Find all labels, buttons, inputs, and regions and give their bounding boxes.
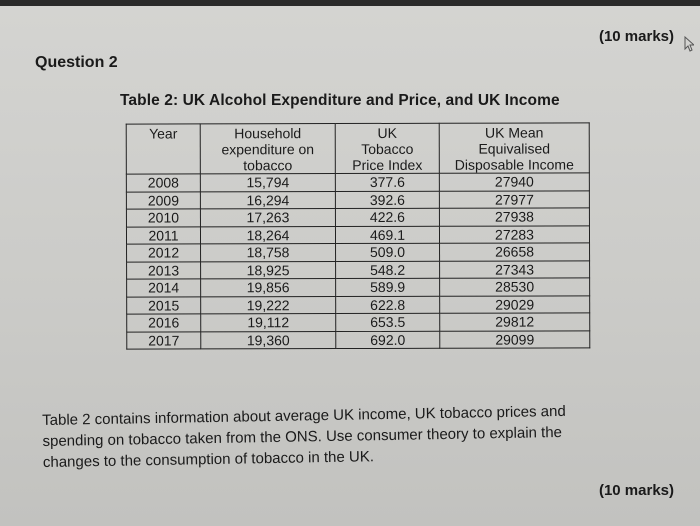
- header-household-expenditure: [200, 124, 335, 174]
- cell-year: 2011: [126, 226, 200, 244]
- cell-income: 26658: [440, 243, 590, 261]
- table-row: [127, 260, 590, 279]
- cell-year: 2017: [127, 331, 201, 349]
- cell-price-index: 392.6: [335, 191, 439, 209]
- cell-price-index: 548.2: [336, 261, 440, 279]
- cell-price-index: 469.1: [335, 226, 439, 244]
- cell-year: 2016: [127, 314, 201, 332]
- cell-income: 27938: [439, 208, 589, 226]
- header-line: Year: [149, 125, 178, 142]
- cell-price-index: 692.0: [336, 331, 440, 349]
- cell-income: 29812: [440, 313, 590, 331]
- cell-year: 2012: [127, 244, 201, 262]
- cell-year: 2010: [126, 209, 200, 227]
- header-line: Price Index: [352, 156, 423, 174]
- header-line: UK Mean: [485, 124, 544, 141]
- header-line: Household: [234, 125, 302, 142]
- mouse-cursor-icon: [684, 36, 694, 52]
- data-table: [126, 122, 591, 349]
- marks-label-top: (10 marks): [598, 28, 674, 45]
- question-text: [42, 399, 663, 473]
- cell-expenditure: 19,222: [201, 296, 336, 314]
- question-text-line: Table 2 contains information about average UK income, UK tobacco prices and: [42, 402, 566, 429]
- cell-income: 27283: [439, 225, 589, 243]
- header-line: Tobacco: [361, 140, 414, 157]
- header-line: Disposable Income: [454, 156, 574, 173]
- question-text-line: spending on tobacco taken from the ONS. Use consumer theory to explain the: [42, 423, 563, 450]
- cell-expenditure: 16,294: [200, 191, 335, 209]
- cell-income: 28530: [440, 278, 590, 296]
- header-line: tobacco: [243, 157, 293, 174]
- table-row: [126, 190, 589, 209]
- cell-expenditure: 19,112: [201, 314, 336, 332]
- question-text-line: changes to the consumption of tobacco in the UK.: [42, 448, 375, 471]
- table-row: [126, 225, 589, 244]
- cell-price-index: 422.6: [335, 208, 439, 226]
- cell-income: 27977: [439, 190, 589, 208]
- cell-price-index: 622.8: [336, 296, 440, 314]
- cell-expenditure: 18,925: [201, 261, 336, 279]
- table-row: [126, 208, 589, 227]
- table-row: [127, 243, 590, 262]
- cell-year: 2013: [127, 261, 201, 279]
- cell-income: 27343: [440, 260, 590, 278]
- table-body: [126, 173, 589, 349]
- table-header-row: [126, 123, 589, 174]
- cell-year: 2014: [127, 279, 201, 297]
- cell-price-index: 377.6: [335, 173, 439, 191]
- cell-expenditure: 15,794: [200, 174, 335, 192]
- table-row: [127, 295, 590, 314]
- cell-price-index: 589.9: [336, 278, 440, 296]
- cell-expenditure: 19,856: [201, 279, 336, 297]
- header-disposable-income: [439, 123, 589, 173]
- header-year: [126, 124, 200, 174]
- cell-year: 2015: [127, 296, 201, 314]
- marks-label-bottom: (10 marks): [598, 482, 674, 499]
- cell-expenditure: 17,263: [200, 209, 335, 227]
- cell-year: 2008: [126, 174, 200, 192]
- cell-income: 29099: [440, 330, 590, 348]
- table-caption: Table 2: UK Alcohol Expenditure and Price, and UK Income: [120, 92, 560, 109]
- document-page: [0, 6, 700, 526]
- cell-expenditure: 18,264: [200, 226, 335, 244]
- table-row: [127, 313, 590, 332]
- header-price-index: [335, 123, 439, 173]
- cell-year: 2009: [126, 191, 200, 209]
- cell-price-index: 653.5: [336, 313, 440, 331]
- cell-expenditure: 19,360: [201, 331, 336, 349]
- cell-income: 27940: [439, 173, 589, 191]
- question-title: Question 2: [35, 54, 118, 71]
- header-line: Equivalised: [478, 140, 551, 157]
- table-row: [126, 173, 589, 192]
- cell-income: 29029: [440, 295, 590, 313]
- table-row: [127, 278, 590, 297]
- header-line: UK: [377, 124, 397, 141]
- table-row: [127, 330, 590, 349]
- cell-expenditure: 18,758: [201, 244, 336, 262]
- header-line: expenditure on: [221, 141, 315, 158]
- cell-price-index: 509.0: [336, 243, 440, 261]
